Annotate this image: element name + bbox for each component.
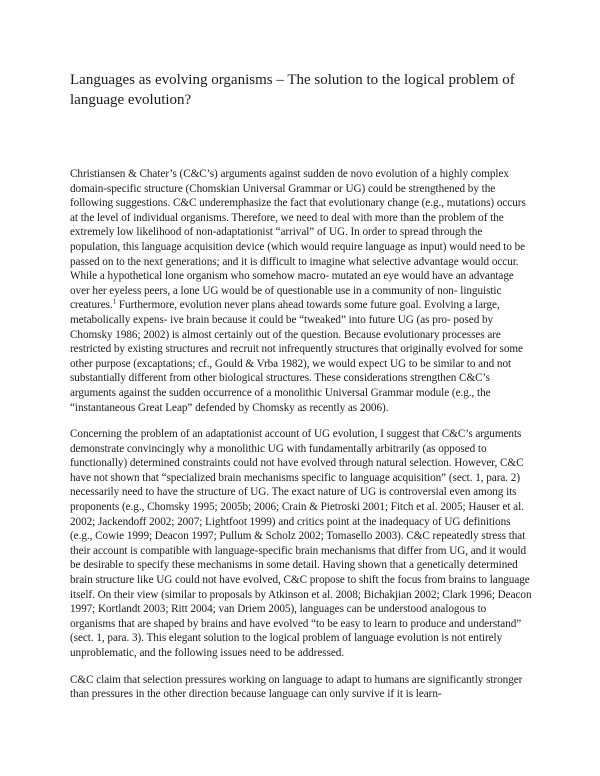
paragraph-2: Concerning the problem of an adaptationist account of UG evolution, I suggest that C&C’s arguments demonstrate convincingly why a monolithic UG with fundamentally arbitrarily (as opposed to functionally) determined constraints could not have evolved through natural selection. However, C&C have not shown that “specialized brain mechanisms specific to language acquisition” (sect. 1, para. 2) necessarily need to have the structure of UG. The exact nature of UG is controversial even among its proponents (e.g., Chomsky 1995; 2005b; 2006; Crain & Pietroski 2001; Fitch et al. 2005; Hauser et al. 2002; Jackendoff 2002; 2007; Lightfoot 1999) and critics point at the inadequacy of UG definitions (e.g., Cowie 1999; Deacon 1997; Pullum & Scholz 2002; Tomasello 2003). C&C repeatedly stress that their account is compatible with language-specific brain mechanisms that differ from UG, and it would be desirable to specify these mechanisms in some detail. Having shown that a genetically determined brain structure like UG could not have evolved, C&C propose to shift the focus from brains to language itself. On their view (similar to proposals by Atkinson et al. 2008; Bichakjian 2002; Clark 1996; Deacon 1997; Kortlandt 2003; Ritt 2004; van Driem 2005), languages can be understood analogous to organisms that are shaped by brains and have evolved “to be easy to learn to produce and understand” (sect. 1, para. 3). This elegant solution to the logical problem of language evolution is not entirely unproblematic, and the following issues need to be addressed. bbox=[70, 428, 532, 659]
paragraph-1-text: Christiansen & Chater’s (C&C’s) arguments against sudden de novo evolution of a highly complex domain-specific structure (Chomskian Universal Grammar or UG) could be strengthened by the following suggestions. C&C underemphasize the fact that evolutionary change (e.g., mutations) occurs at the level of individual organisms. Therefore, we need to deal with more than the problem of the extremely low likelihood of non-adaptationist “arrival” of UG. In order to spread through the population, this language acquisition device (which would require language as input) would need to be passed on to the next generations; and it is difficult to imagine what selective advantage would occur. While a hypothetical lone organism who somehow macro- mutated an eye would have an advantage over her eyeless peers, a lone UG would be of questionable use in a community of non- linguistic creatures. bbox=[70, 168, 526, 312]
body-text bbox=[70, 167, 534, 714]
paragraph-1-continued: Furthermore, evolution never plans ahead towards some future goal. Evolving a large, metabolically expens- ive brain because it could be “tweaked” into future UG (as pro- posed by Chomsky 1986; 2002) is almost certainly out of the question. Because evolutionary processes are restricted by existing structures and recruit not infrequently structures that originally evolved for some other purpose (excaptations; cf., Gould & Vrba 1982), we would expect UG to be similar to and not substantially different from other biological structures. These considerations strengthen C&C’s arguments against the sudden occurrence of a monolithic Universal Grammar module (e.g., the “instantaneous Great Leap” defended by Chomsky as recently as 2006). bbox=[70, 299, 523, 414]
paragraph-1 bbox=[70, 167, 534, 415]
paragraph-3: C&C claim that selection pressures working on language to adapt to humans are significantly stronger than pressures in the other direction because language can only survive if it is learn- bbox=[70, 673, 523, 701]
page-title: Languages as evolving organisms – The solution to the logical problem of language evolution? bbox=[70, 72, 515, 108]
footnote-marker: 1 bbox=[112, 297, 117, 306]
